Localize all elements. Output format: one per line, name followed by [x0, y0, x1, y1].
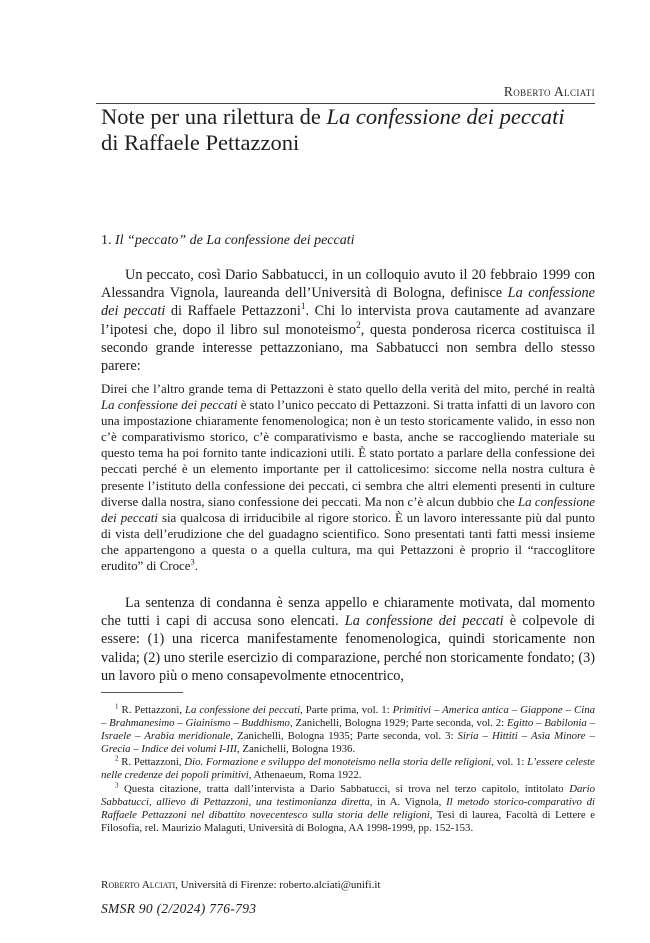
text-run: . [194, 559, 198, 574]
text-run: R. Pettazzoni, [118, 704, 186, 716]
title-part: di Raffaele Pettazzoni [101, 130, 300, 155]
footnote [101, 780, 596, 835]
section-number: 1. [101, 233, 115, 248]
text-run: è colpevole di essere: (1) una ricerca manifestamente fenomenologica, quindi storicamente non valida; (2) uno sterile esercizio di comparazione, perché non storicamente fondato; (3) un lavoro più o meno consapevolmente etnocentrico, [101, 613, 595, 684]
italic-run: La confessione dei peccati [101, 494, 595, 525]
text-run: . Chi lo intervista prova cautamente ad avanzare l’ipotesi che, dopo il libro sul monoteismo [101, 303, 595, 338]
italic-run: L’essere celeste nelle credenze dei popoli primitivi [101, 756, 595, 782]
text-run: , Tesi di laurea, Facoltà di Lettere e Filosofia, rel. Maurizio Malaguti, Università di Bologna, AA 1998-1999, pp. 152-153. [101, 808, 595, 834]
footnote-ref[interactable]: 1 [300, 302, 306, 313]
text-run: La sentenza di condanna è senza appello e chiaramente motivata, dal momento che tutti i capi di accusa sono elencati. [101, 595, 595, 630]
italic-run: Siria – Hittiti – Asia Minore – Grecia – Indice dei volumi I-III [101, 730, 595, 756]
article-title [101, 104, 581, 156]
section-heading-italic: La confessione dei peccati [206, 233, 355, 248]
footnotes [101, 704, 595, 835]
italic-run: Il metodo storico-comparativo di Raffaele Pettazzoni nel dibattito novecentesco sulla storia delle religioni [101, 795, 596, 821]
italic-run: La confessione dei peccati [344, 613, 504, 630]
footnote-number: 1 [115, 702, 119, 711]
affiliation-text: , Università di Firenze: roberto.alciati@unifi.it [175, 879, 381, 891]
text-run: R. Pettazzoni, [118, 756, 185, 769]
text-run: , vol. 1: [491, 756, 528, 769]
footnote-number: 2 [115, 754, 119, 763]
text-run: , Zanichelli, Bologna 1929; Parte seconda, vol. 2: [289, 717, 507, 730]
footnote-ref[interactable]: 2 [356, 320, 361, 331]
text-run: , Zanichelli, Bologna 1936. [237, 743, 356, 756]
text-run: , in A. Vignola, [369, 795, 447, 808]
footnote-number: 3 [115, 780, 119, 789]
footnote-ref[interactable]: 3 [190, 557, 195, 567]
text-run: è stato l’unico peccato di Pettazzoni. Si tratta infatti di un lavoro con una impostazione chiaramente fenomenologica; non è un testo storicamente valido, in esso non c’è comparativismo storico, c’è comparativismo e basta, anche se raccogliendo materiale su questo tema ha poi fornito tante indicazioni utili. È stato portato a parlare della confessione dei peccati perché è un elemento importante per il cattolicesimo: siccome nella nostra cultura è presente l’istituto della confessione dei peccati, ci sembra che altri elementi presenti in culture diverse dalla nostra, siano confessione dei peccati. Ma non c’è alcun dubbio che [101, 398, 596, 509]
body-paragraph [101, 266, 595, 375]
footnote [101, 756, 595, 782]
text-run: Direi che l’altro grande tema di Pettazzoni è stato quello della verità del mito, perché in realtà [101, 382, 595, 396]
affiliation-author: Roberto Alciati [101, 879, 176, 891]
italic-run: Dario Sabbatucci, allievo di Pettazzoni, una testimonianza diretta [101, 782, 595, 808]
text-run: , Zanichelli, Bologna 1935; Parte seconda, vol. 3: [230, 730, 458, 743]
italic-run: La confessione dei peccati [185, 704, 301, 716]
author-affiliation [101, 878, 380, 892]
section-heading [101, 232, 355, 250]
italic-run: Primitivi – America antica – Giappone – Cina – Brahmanesimo – Giainismo – Buddhismo [101, 704, 595, 730]
text-run: sia qualcosa di irriducibile al rigore storico. È un lavoro interessante più dal punto di vista dell’erudizione che del guadagno scientifico. Sono presentati tanti fatti messi insieme che appartengono a questa o a quella cultura, ma qui Pettazzoni è proprio il “raccoglitore erudito” di Croce [101, 510, 595, 574]
text-run: Un peccato, così Dario Sabbatucci, in un colloquio avuto il 20 febbraio 1999 con Alessandra Vignola, laureanda dell’Università di Bologna, definisce [101, 267, 595, 302]
block-quote [101, 381, 595, 574]
italic-run: La confessione dei peccati [101, 398, 238, 413]
title-italic-part: La confessione dei peccati [326, 104, 565, 129]
italic-run: Egitto – Babilonia – Israele – Arabia meridionale [101, 717, 595, 743]
text-run: , Athenaeum, Roma 1922. [248, 769, 362, 782]
text-run: , Parte prima, vol. 1: [300, 704, 393, 716]
title-part: Note per una rilettura de [101, 104, 327, 129]
italic-run: Dio. Formazione e sviluppo del monoteismo nella storia delle religioni [184, 756, 492, 769]
text-run: , questa ponderosa ricerca costituisca il secondo grande interesse pettazzoniano, ma Sabbatucci non sembra dello stesso parere: [101, 321, 595, 375]
italic-run: La confessione dei peccati [101, 285, 595, 320]
text-run: di Raffaele Pettazzoni [165, 303, 301, 320]
footnote [101, 704, 595, 756]
section-heading-italic: Il “peccato” de [115, 233, 207, 248]
text-run: Questa citazione, tratta dall’intervista a Dario Sabbatucci, si trova nel terzo capitolo, intitolato [118, 782, 570, 795]
journal-reference: SMSR 90 (2/2024) 776-793 [101, 901, 257, 916]
footnote-rule [101, 692, 183, 693]
body-paragraph [101, 594, 595, 685]
running-header-author: Roberto Alciati [503, 84, 595, 99]
